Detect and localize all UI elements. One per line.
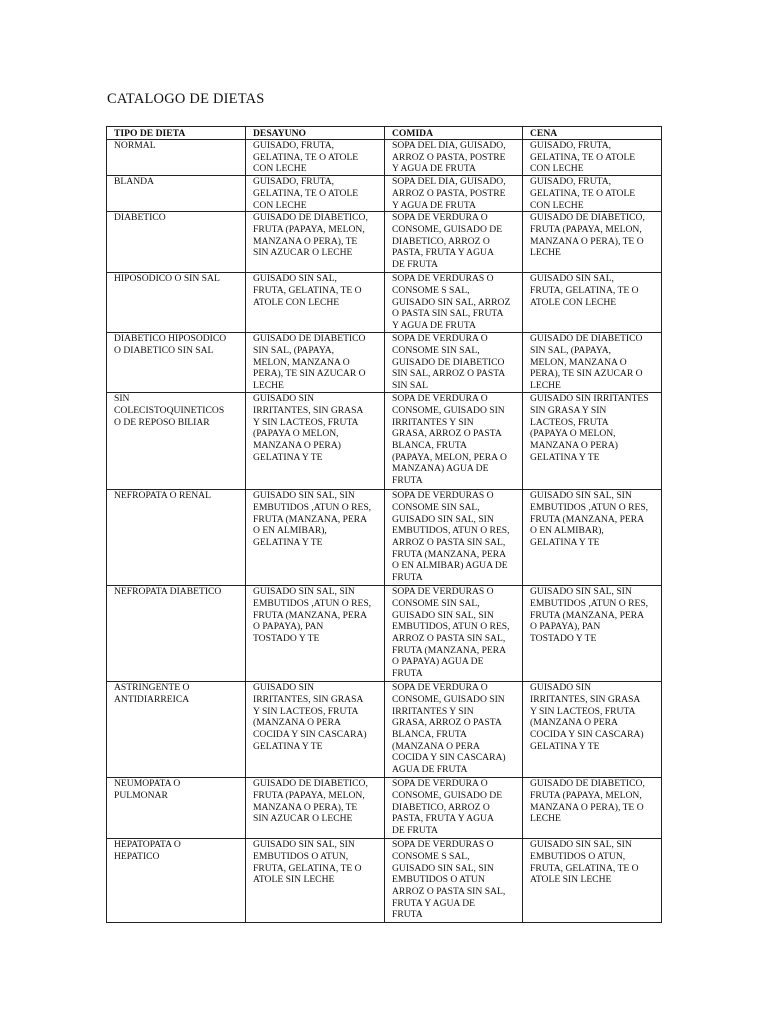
cell-desayuno: GUISADO DE DIABETICO SIN SAL, (PAPAYA, MELON, MANZANA O PERA), TE SIN AZUCAR O LECHE [246, 333, 385, 393]
table-row [107, 393, 662, 490]
cell-desayuno: GUISADO SIN SAL, SIN EMBUTIDOS O ATUN, FRUTA, GELATINA, TE O ATOLE SIN LECHE [246, 839, 385, 923]
cell-tipo-de-dieta: BLANDA [107, 176, 246, 212]
cell-tipo-de-dieta: DIABETICO HIPOSODICO O DIABETICO SIN SAL [107, 333, 246, 393]
cell-desayuno: GUISADO SIN SAL, FRUTA, GELATINA, TE O ATOLE CON LECHE [246, 273, 385, 333]
cell-cena: GUISADO, FRUTA, GELATINA, TE O ATOLE CON LECHE [523, 176, 662, 212]
cell-comida: SOPA DE VERDURAS O CONSOME SIN SAL, GUISADO SIN SAL, SIN EMBUTIDOS, ATUN O RES, ARROZ O PASTA SIN SAL, FRUTA (MANZANA, PERA O PAPAYA) AGUA DE FRUTA [385, 586, 523, 682]
cell-desayuno: GUISADO, FRUTA, GELATINA, TE O ATOLE CON LECHE [246, 176, 385, 212]
cell-comida: SOPA DEL DIA, GUISADO, ARROZ O PASTA, POSTRE Y AGUA DE FRUTA [385, 140, 523, 176]
table-row [107, 839, 662, 923]
table-row [107, 778, 662, 839]
cell-cena: GUISADO, FRUTA, GELATINA, TE O ATOLE CON LECHE [523, 140, 662, 176]
cell-tipo-de-dieta: NEFROPATA O RENAL [107, 490, 246, 586]
cell-cena: GUISADO SIN SAL, FRUTA, GELATINA, TE O ATOLE CON LECHE [523, 273, 662, 333]
diet-catalog-table [106, 126, 662, 923]
cell-tipo-de-dieta: NEUMOPATA O PULMONAR [107, 778, 246, 839]
cell-tipo-de-dieta: ASTRINGENTE O ANTIDIARREICA [107, 682, 246, 778]
table-row [107, 212, 662, 273]
cell-comida: SOPA DE VERDURAS O CONSOME S SAL, GUISADO SIN SAL, ARROZ O PASTA SIN SAL, FRUTA Y AGUA DE FRUTA [385, 273, 523, 333]
cell-comida: SOPA DEL DIA, GUISADO, ARROZ O PASTA, POSTRE Y AGUA DE FRUTA [385, 176, 523, 212]
cell-cena: GUISADO DE DIABETICO, FRUTA (PAPAYA, MELON, MANZANA O PERA), TE O LECHE [523, 212, 662, 273]
cell-desayuno: GUISADO DE DIABETICO, FRUTA (PAPAYA, MELON, MANZANA O PERA), TE SIN AZUCAR O LECHE [246, 212, 385, 273]
table-row [107, 140, 662, 176]
cell-tipo-de-dieta: DIABETICO [107, 212, 246, 273]
table-body [107, 140, 662, 923]
table-row [107, 273, 662, 333]
cell-tipo-de-dieta: NEFROPATA DIABETICO [107, 586, 246, 682]
header-tipo-de-dieta: TIPO DE DIETA [107, 127, 246, 140]
table-row [107, 333, 662, 393]
cell-tipo-de-dieta: SIN COLECISTOQUINETICOS O DE REPOSO BILIAR [107, 393, 246, 490]
cell-desayuno: GUISADO DE DIABETICO, FRUTA (PAPAYA, MELON, MANZANA O PERA), TE SIN AZUCAR O LECHE [246, 778, 385, 839]
page-title: CATALOGO DE DIETAS [107, 91, 265, 107]
cell-tipo-de-dieta: HEPATOPATA O HEPATICO [107, 839, 246, 923]
cell-cena: GUISADO SIN IRRITANTES SIN GRASA Y SIN LACTEOS, FRUTA (PAPAYA O MELON, MANZANA O PERA) GELATINA Y TE [523, 393, 662, 490]
cell-cena: GUISADO DE DIABETICO, FRUTA (PAPAYA, MELON, MANZANA O PERA), TE O LECHE [523, 778, 662, 839]
cell-cena: GUISADO SIN SAL, SIN EMBUTIDOS ,ATUN O RES, FRUTA (MANZANA, PERA O EN ALMIBAR), GELATINA Y TE [523, 490, 662, 586]
cell-desayuno: GUISADO SIN SAL, SIN EMBUTIDOS ,ATUN O RES, FRUTA (MANZANA, PERA O EN ALMIBAR), GELATINA Y TE [246, 490, 385, 586]
table-row [107, 682, 662, 778]
cell-desayuno: GUISADO, FRUTA, GELATINA, TE O ATOLE CON LECHE [246, 140, 385, 176]
cell-tipo-de-dieta: NORMAL [107, 140, 246, 176]
cell-cena: GUISADO SIN IRRITANTES, SIN GRASA Y SIN LACTEOS, FRUTA (MANZANA O PERA COCIDA Y SIN CASCARA) GELATINA Y TE [523, 682, 662, 778]
cell-desayuno: GUISADO SIN IRRITANTES, SIN GRASA Y SIN LACTEOS, FRUTA (MANZANA O PERA COCIDA Y SIN CASCARA) GELATINA Y TE [246, 682, 385, 778]
cell-tipo-de-dieta: HIPOSODICO O SIN SAL [107, 273, 246, 333]
header-desayuno: DESAYUNO [246, 127, 385, 140]
header-cena: CENA [523, 127, 662, 140]
cell-cena: GUISADO SIN SAL, SIN EMBUTIDOS O ATUN, FRUTA, GELATINA, TE O ATOLE SIN LECHE [523, 839, 662, 923]
cell-desayuno: GUISADO SIN IRRITANTES, SIN GRASA Y SIN LACTEOS, FRUTA (PAPAYA O MELON, MANZANA O PERA) GELATINA Y TE [246, 393, 385, 490]
header-comida: COMIDA [385, 127, 523, 140]
cell-comida: SOPA DE VERDURA O CONSOME SIN SAL, GUISADO DE DIABETICO SIN SAL, ARROZ O PASTA SIN SAL [385, 333, 523, 393]
cell-comida: SOPA DE VERDURA O CONSOME, GUISADO DE DIABETICO, ARROZ O PASTA, FRUTA Y AGUA DE FRUTA [385, 212, 523, 273]
cell-cena: GUISADO DE DIABETICO SIN SAL, (PAPAYA, MELON, MANZANA O PERA), TE SIN AZUCAR O LECHE [523, 333, 662, 393]
table-row [107, 586, 662, 682]
cell-comida: SOPA DE VERDURA O CONSOME, GUISADO DE DIABETICO, ARROZ O PASTA, FRUTA Y AGUA DE FRUTA [385, 778, 523, 839]
cell-comida: SOPA DE VERDURAS O CONSOME S SAL, GUISADO SIN SAL, SIN EMBUTIDOS O ATUN ARROZ O PASTA SIN SAL, FRUTA Y AGUA DE FRUTA [385, 839, 523, 923]
cell-comida: SOPA DE VERDURAS O CONSOME SIN SAL, GUISADO SIN SAL, SIN EMBUTIDOS, ATUN O RES, ARROZ O PASTA SIN SAL, FRUTA (MANZANA, PERA O EN ALMIBAR) AGUA DE FRUTA [385, 490, 523, 586]
cell-comida: SOPA DE VERDURA O CONSOME, GUISADO SIN IRRITANTES Y SIN GRASA, ARROZ O PASTA BLANCA, FRUTA (PAPAYA, MELON, PERA O MANZANA) AGUA DE FRUTA [385, 393, 523, 490]
table-header-row [107, 127, 662, 140]
table-row [107, 176, 662, 212]
cell-cena: GUISADO SIN SAL, SIN EMBUTIDOS ,ATUN O RES, FRUTA (MANZANA, PERA O PAPAYA), PAN TOSTADO Y TE [523, 586, 662, 682]
cell-comida: SOPA DE VERDURA O CONSOME, GUISADO SIN IRRITANTES Y SIN GRASA, ARROZ O PASTA BLANCA, FRUTA (MANZANA O PERA COCIDA Y SIN CASCARA) AGUA DE FRUTA [385, 682, 523, 778]
table-row [107, 490, 662, 586]
cell-desayuno: GUISADO SIN SAL, SIN EMBUTIDOS ,ATUN O RES, FRUTA (MANZANA, PERA O PAPAYA), PAN TOSTADO Y TE [246, 586, 385, 682]
